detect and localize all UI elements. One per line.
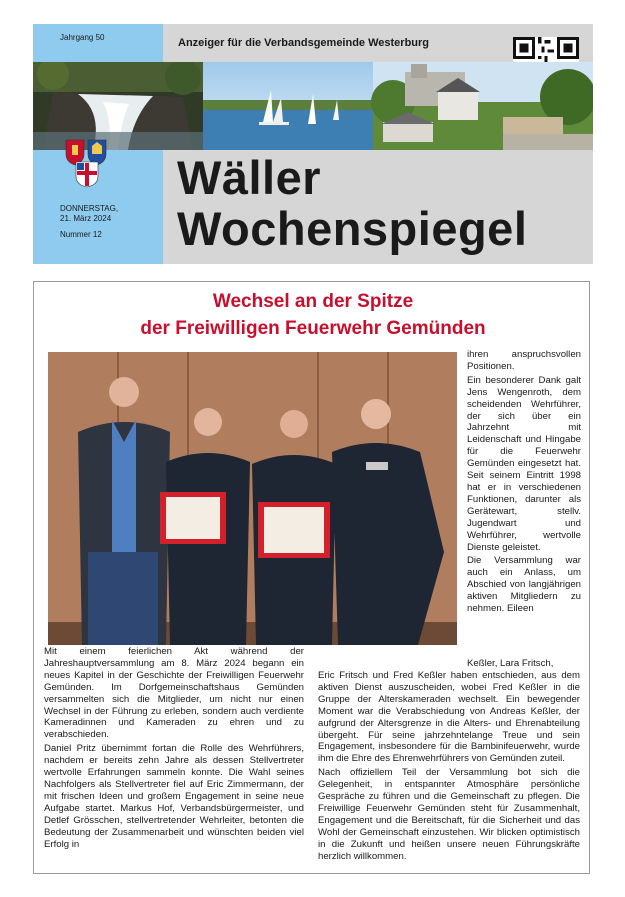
article-column-left — [44, 646, 304, 852]
article-paragraph: ihren anspruchsvollen Positionen. — [467, 349, 581, 372]
masthead-blue-panel-top — [33, 24, 163, 62]
masthead-photo-strip — [33, 62, 593, 150]
article-photo — [48, 352, 457, 645]
anzeiger-subtitle: Anzeiger für die Verbandsgemeinde Westerburg — [178, 37, 430, 49]
article-paragraph: Die Versammlung war auch ein Anlass, um Abschied von langjährigen aktiven Mitgliedern zu nehmen. Eileen — [467, 555, 581, 615]
newspaper-title-line1: Wäller — [177, 151, 322, 204]
article-paragraph-fragment: Keßler, Lara Fritsch, — [467, 658, 554, 669]
article-paragraph: Ein besonderer Dank galt Jens Wengenroth, dem scheidenden Wehrführer, der sich über ein Jahrzehnt mit Leidenschaft und Hingabe für die Feuerwehr Gemünden eingesetzt hat. Seit seinem Eintritt 1998 hat er in verschiedenen Funktionen, darunter als Gerätewart, stellv. Jugendwart und Wehrführer, wertvolle Dienste geleistet. — [467, 374, 581, 553]
article-column-middle — [318, 670, 580, 865]
article-paragraph: Nach offiziellem Teil der Versammlung bot sich die Gelegenheit, in entspannter Atmosphäre persönliche Gespräche zu führen und die Gemeinschaft zu pflegen. Die Freiwillige Feuerwehr Gemünden steht für Zusammenhalt, Engagement und die Bereitschaft, für die Sicherheit und das Wohl der Gemeinschaft einzustehen. Wir blicken optimistisch in die Zukunft und heißen unsere neuen Führungskräfte herzlich willkommen. — [318, 767, 580, 862]
issue-date: 21. März 2024 — [60, 214, 112, 223]
newspaper-title-line2: Wochenspiegel — [177, 202, 528, 255]
jahrgang-label: Jahrgang 50 — [60, 33, 105, 42]
article-paragraph: Eric Fritsch und Fred Keßler haben entschieden, aus dem aktiven Dienst auszuscheiden, wobei Fred Keßler in die Gruppe der Alterskameraden wechselt. Ein bewegender Moment war die Verabschiedung von Andreas Keßler, der aufgrund der Altersgrenze in die Alters- und Ehrenabteilung übergeht. Für seine jahrzehntelange Treue und sein Engagement, insbesondere für die Bambinifeuerwehr, wurde ihm die Ehre des Ehrenwehrführers von Gemünden zuteil. — [318, 670, 580, 765]
coat-of-arms-icon — [64, 138, 110, 188]
article-column-right — [467, 349, 581, 617]
issue-number: Nummer 12 — [60, 230, 102, 239]
article-paragraph: Mit einem feierlichen Akt während der Jahreshauptversammlung am 8. März 2024 begann ein neues Kapitel in der Geschichte der Freiwilligen Feuerwehr Gemünden. Im Dorfgemeinschaftshaus Gemünden versammelten sich die Mitglieder, um nicht nur einen Wechsel in der Führung zu erleben, sondern auch verdiente Kameradinnen und Kameraden zu ehren und zu verabschieden. — [44, 646, 304, 741]
article-paragraph: Daniel Pritz übernimmt fortan die Rolle des Wehrführers, nachdem er bereits zehn Jahre als dessen Stellvertreter wertvolle Erfahrungen sammeln konnte. Die Wahl seines Nachfolgers als Stellvertreter fiel auf Eric Zimmermann, der mit frischen Ideen und großem Engagement in seine neue Aufgabe startet. Markus Hof, Verbandsbürgermeister, und Detlef Grösschen, stellvertretender Wehrleiter, betonten die Bedeutung der Zusammenarbeit und wünschten beiden viel Erfolg in — [44, 743, 304, 850]
article-headline-line1: Wechsel an der Spitze — [212, 291, 414, 312]
article-headline-line2: der Freiwilligen Feuerwehr Gemünden — [140, 318, 486, 339]
issue-weekday: DONNERSTAG, — [60, 204, 119, 213]
